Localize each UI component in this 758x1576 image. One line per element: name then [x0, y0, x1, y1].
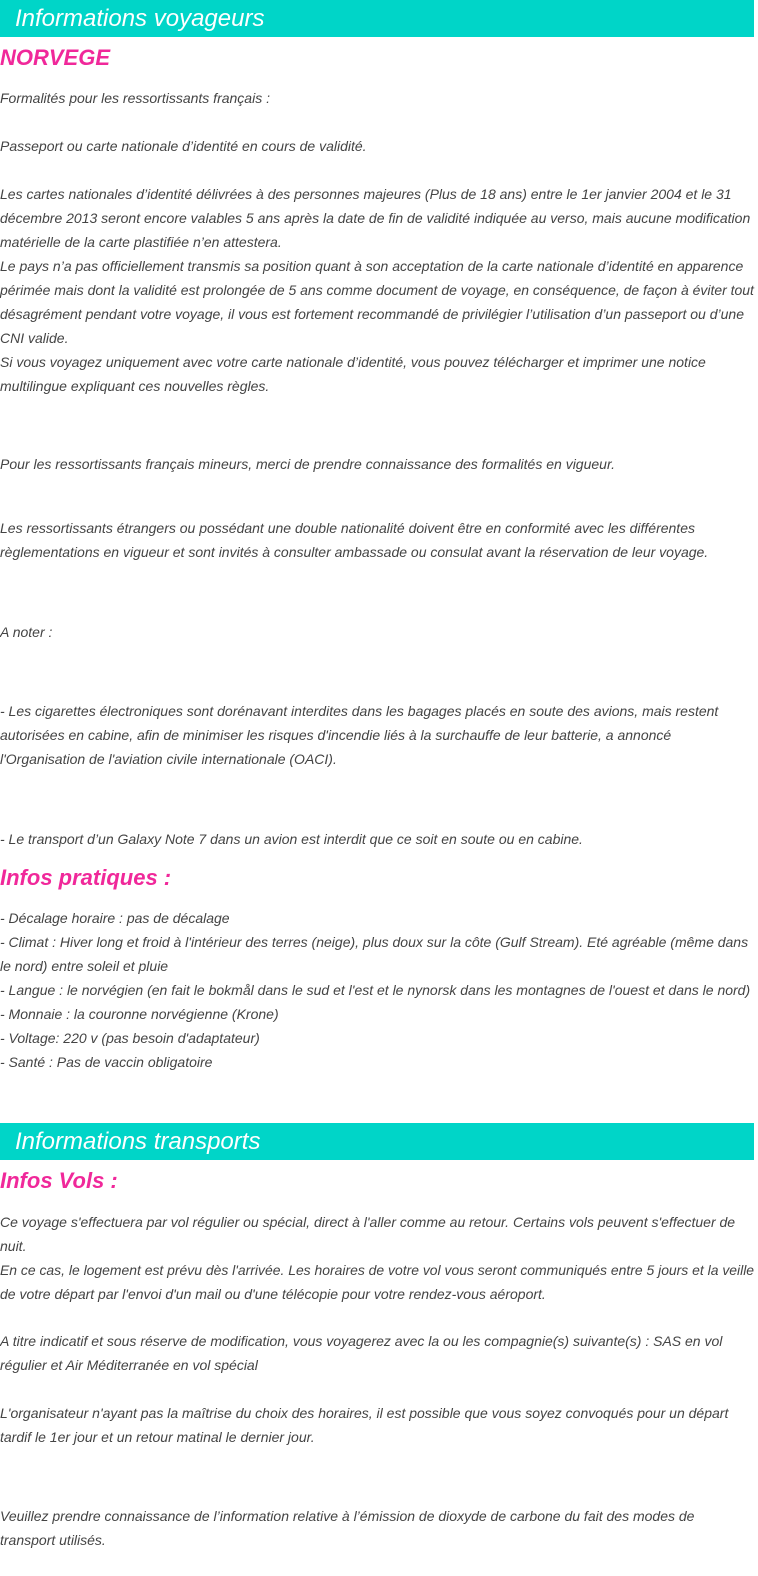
mineurs-paragraph — [0, 452, 754, 476]
list-item: - Décalage horaire : pas de décalage — [0, 910, 230, 926]
list-item: - Voltage: 220 v (pas besoin d'adaptateur) — [0, 1030, 260, 1046]
a-noter-label — [0, 620, 754, 644]
text-line: matérielle de la carte plastifiée n’en attestera. — [0, 234, 282, 250]
country-heading: NORVEGE — [0, 45, 111, 70]
galaxy-note-paragraph — [0, 827, 754, 851]
text-line: Les cartes nationales d’identité délivrées à des personnes majeures (Plus de 18 ans) entre le 1er janvier 2004 et le 31 — [0, 186, 732, 202]
organisateur-paragraph — [0, 1401, 754, 1449]
text-line: En ce cas, le logement est prévu dès l'arrivée. Les horaires de votre vol vous seront communiqués entre 5 jours et la veille — [0, 1262, 755, 1278]
passeport-paragraph — [0, 134, 754, 158]
list-item: - Climat : Hiver long et froid à l'intérieur des terres (neige), plus doux sur la côte (Gulf Stream). Eté agréable (même dans — [0, 934, 749, 950]
text-line: Le pays n’a pas officiellement transmis sa position quant à son acceptation de la carte nationale d’identité en apparence — [0, 258, 744, 274]
formalites-intro — [0, 86, 754, 110]
text-line: multilingue expliquant ces nouvelles règles. — [0, 378, 270, 394]
text-line: de votre départ par l'envoi d'un mail ou d'une télécopie pour votre rendez-vous aéroport. — [0, 1286, 546, 1302]
travel-info-banner: Informations voyageurs — [0, 0, 754, 37]
text-line: Veuillez prendre connaissance de l’information relative à l’émission de dioxyde de carbone du fait des modes de — [0, 1508, 695, 1524]
list-item: - Monnaie : la couronne norvégienne (Krone) — [0, 1006, 279, 1022]
etrangers-paragraph — [0, 516, 754, 564]
infos-pratiques-list — [0, 906, 754, 1074]
text-line: Pour les ressortissants français mineurs, merci de prendre connaissance des formalités en vigueur. — [0, 456, 615, 472]
list-item: - Santé : Pas de vaccin obligatoire — [0, 1054, 213, 1070]
infos-pratiques-heading: Infos pratiques : — [0, 865, 172, 890]
text-line: Les ressortissants étrangers ou possédant une double nationalité doivent être en conformité avec les différentes — [0, 520, 695, 536]
text-line: Ce voyage s'effectuera par vol régulier ou spécial, direct à l'aller comme au retour. Certains vols peuvent s'effectuer de — [0, 1214, 736, 1230]
text-line: régulier et Air Méditerranée en vol spécial — [0, 1357, 258, 1373]
text-line: décembre 2013 seront encore valables 5 ans après la date de fin de validité indiquée au verso, mais aucune modification — [0, 210, 751, 226]
text-line: périmée mais dont la validité est prolongée de 5 ans comme document de voyage, en conséquence, de façon à éviter tout — [0, 282, 754, 298]
text-line: CNI valide. — [0, 330, 69, 346]
text-line: règlementations en vigueur et sont invités à consulter ambassade ou consulat avant la réservation de leur voyage. — [0, 544, 709, 560]
text-line: transport utilisés. — [0, 1532, 106, 1548]
text-line: A titre indicatif et sous réserve de modification, vous voyagerez avec la ou les compagnie(s) suivante(s) : SAS en vol — [0, 1333, 723, 1349]
text-line: Passeport ou carte nationale d’identité en cours de validité. — [0, 138, 367, 154]
cni-paragraph — [0, 182, 754, 398]
list-item: - Langue : le norvégien (en fait le bokmål dans le sud et l'est et le nynorsk dans les montagnes de l'ouest et dans le nord) — [0, 982, 751, 998]
co2-paragraph — [0, 1504, 754, 1552]
cigarettes-paragraph — [0, 699, 754, 771]
text-line: Formalités pour les ressortissants français : — [0, 90, 270, 106]
transport-info-banner: Informations transports — [0, 1123, 754, 1160]
text-line: désagrément pendant votre voyage, il vous est fortement recommandé de privilégier l’utilisation d’un passeport ou d’une — [0, 306, 744, 322]
text-line: Si vous voyagez uniquement avec votre carte nationale d’identité, vous pouvez télécharger et imprimer une notice — [0, 354, 706, 370]
text-line: nuit. — [0, 1238, 27, 1254]
vol-paragraph — [0, 1210, 754, 1306]
infos-vols-heading: Infos Vols : — [0, 1168, 118, 1193]
text-line: tardif le 1er jour et un retour matinal le dernier jour. — [0, 1429, 315, 1445]
text-line: A noter : — [0, 624, 53, 640]
text-line: autorisées en cabine, afin de minimiser les risques d'incendie liés à la surchauffe de leur batterie, a annoncé — [0, 727, 672, 743]
compagnies-paragraph — [0, 1329, 754, 1377]
text-line: - Le transport d’un Galaxy Note 7 dans un avion est interdit que ce soit en soute ou en cabine. — [0, 831, 583, 847]
text-line: - Les cigarettes électroniques sont dorénavant interdites dans les bagages placés en soute des avions, mais restent — [0, 703, 719, 719]
list-item: le nord) entre soleil et pluie — [0, 958, 169, 974]
text-line: l'Organisation de l'aviation civile internationale (OACI). — [0, 751, 337, 767]
text-line: L'organisateur n'ayant pas la maîtrise du choix des horaires, il est possible que vous soyez convoqués pour un départ — [0, 1405, 729, 1421]
